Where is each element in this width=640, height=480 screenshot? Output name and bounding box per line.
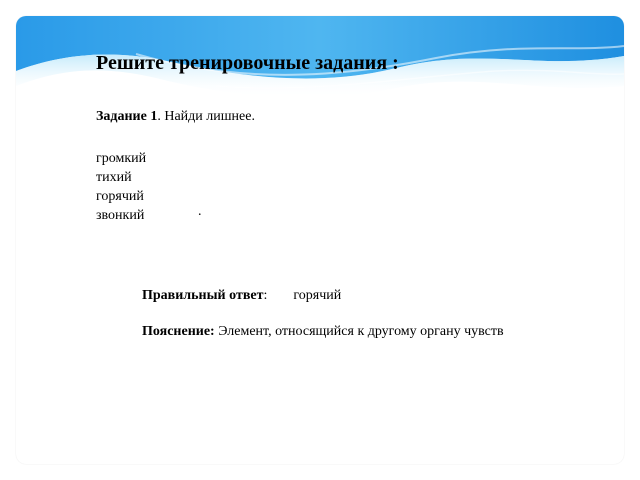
word-item: звонкий (96, 208, 145, 223)
answer-value: горячий (293, 288, 342, 303)
word-item: горячий (96, 189, 144, 204)
answer-colon: : (263, 288, 268, 303)
stray-dot: . (198, 204, 202, 219)
explanation-text: Элемент, относящийся к другому органу чувств (214, 324, 504, 339)
word-item: громкий (96, 151, 147, 166)
task-label: Задание 1 (96, 109, 158, 124)
task-text: . Найди лишнее. (157, 109, 255, 124)
slide-title: Решите тренировочные задания : (96, 52, 399, 74)
correct-answer (142, 288, 341, 304)
word-item: тихий (96, 170, 132, 185)
explanation-label: Пояснение: (142, 324, 215, 339)
explanation (112, 323, 532, 341)
slide (16, 16, 624, 464)
word-list (96, 149, 146, 225)
answer-label: Правильный ответ (142, 288, 264, 303)
task-heading (96, 109, 255, 125)
